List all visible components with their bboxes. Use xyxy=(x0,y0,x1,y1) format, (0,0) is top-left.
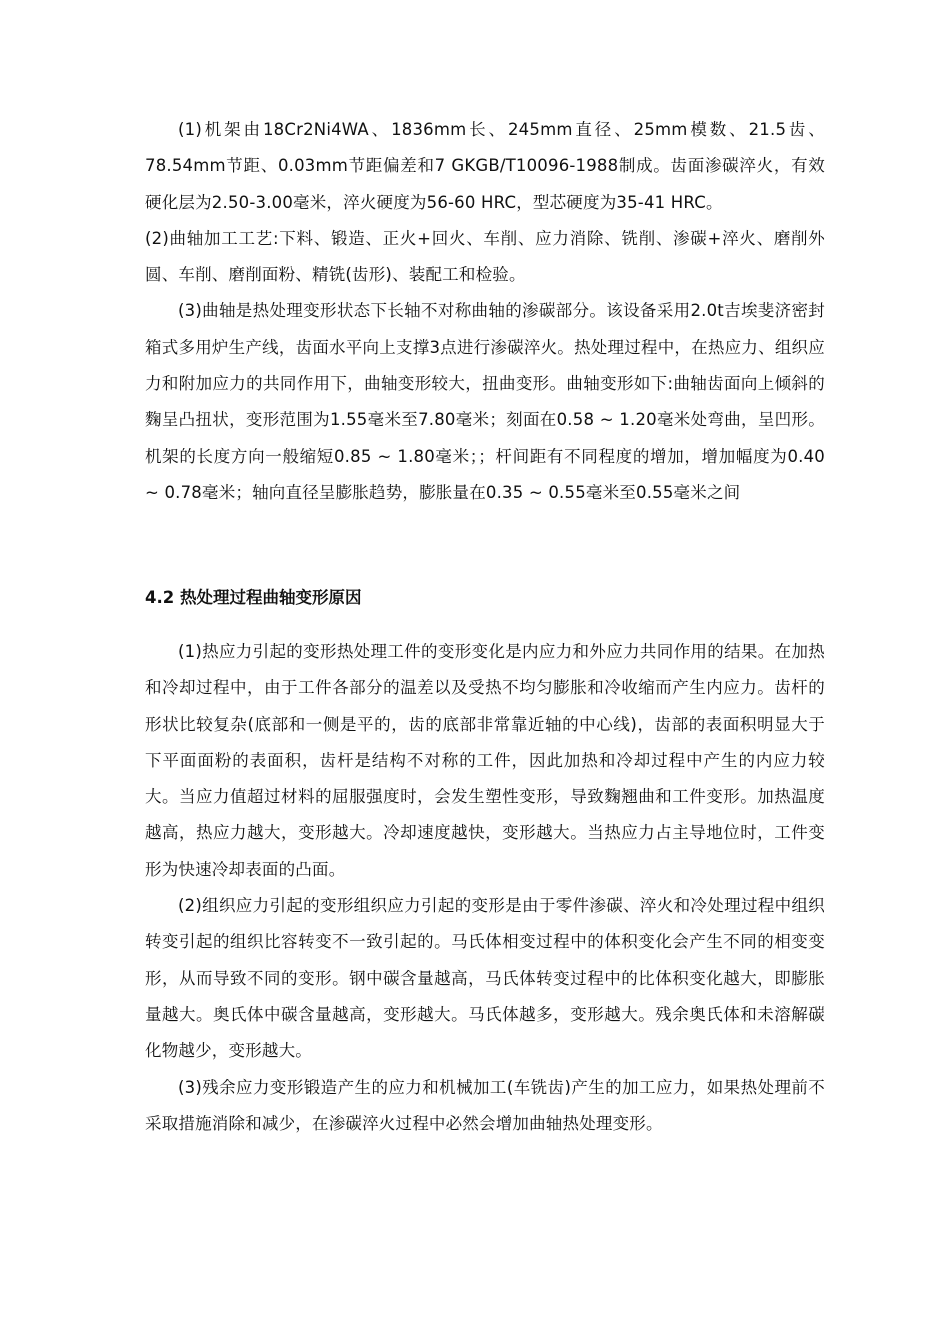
paragraph-process-route: (2)曲轴加工工艺:下料、锻造、正火+回火、车削、应力消除、铣削、渗碳+淬火、磨削外圆、车削、磨削面粉、精铣(齿形)、装配工和检验。 xyxy=(145,228,825,285)
paragraph-rack-specs: (1)机架由18Cr2Ni4WA、1836mm长、245mm直径、25mm模数、21.5齿、78.54mm节距、0.03mm节距偏差和7 GKGB/T10096-1988制成。齿面渗碳淬火，有效硬化层为2.50-3.00毫米，淬火硬度为56-60 HRC，型芯硬度为35-41 HRC。 xyxy=(145,120,825,212)
section-b xyxy=(145,634,825,1142)
paragraph-deformation-status: (3)曲轴是热处理变形状态下长轴不对称曲轴的渗碳部分。该设备采用2.0t吉埃斐济密封箱式多用炉生产线，齿面水平向上支撑3点进行渗碳淬火。热处理过程中，在热应力、组织应力和附加应力的共同作用下，曲轴变形较大，扭曲变形。曲轴变形如下:曲轴齿面向上倾斜的麴呈凸扭状，变形范围为1.55毫米至7.80毫米；刻面在0.58 ~ 1.20毫米处弯曲，呈凹形。机架的长度方向一般缩短0.85 ~ 1.80毫米；；杆间距有不同程度的增加，增加幅度为0.40 ~ 0.78毫米；轴向直径呈膨胀趋势，膨胀量在0.35 ~ 0.55毫米至0.55毫米之间 xyxy=(145,301,825,502)
section-a xyxy=(145,112,825,511)
section-heading: 4.2 热处理过程曲轴变形原因 xyxy=(145,588,362,607)
paragraph-structural-stress: (2)组织应力引起的变形组织应力引起的变形是由于零件渗碳、淬火和冷处理过程中组织转变引起的组织比容转变不一致引起的。马氏体相变过程中的体积变化会产生不同的相变变形，从而导致不同的变形。钢中碳含量越高，马氏体转变过程中的比体积变化越大，即膨胀量越大。奥氏体中碳含量越高，变形越大。马氏体越多，变形越大。残余奥氏体和未溶解碳化物越少，变形越大。 xyxy=(145,896,825,1061)
paragraph-thermal-stress: (1)热应力引起的变形热处理工件的变形变化是内应力和外应力共同作用的结果。在加热和冷却过程中，由于工件各部分的温差以及受热不均匀膨胀和冷收缩而产生内应力。齿杆的形状比较复杂(底部和一侧是平的，齿的底部非常靠近轴的中心线)，齿部的表面积明显大于下平面面粉的表面积，齿杆是结构不对称的工件，因此加热和冷却过程中产生的内应力较大。当应力值超过材料的屈服强度时，会发生塑性变形，导致麴翘曲和工件变形。加热温度越高，热应力越大，变形越大。冷却速度越快，变形越大。当热应力占主导地位时，工件变形为快速冷却表面的凸面。 xyxy=(145,642,825,879)
paragraph-residual-stress: (3)残余应力变形锻造产生的应力和机械加工(车铣齿)产生的加工应力，如果热处理前不采取措施消除和减少，在渗碳淬火过程中必然会增加曲轴热处理变形。 xyxy=(145,1077,825,1133)
